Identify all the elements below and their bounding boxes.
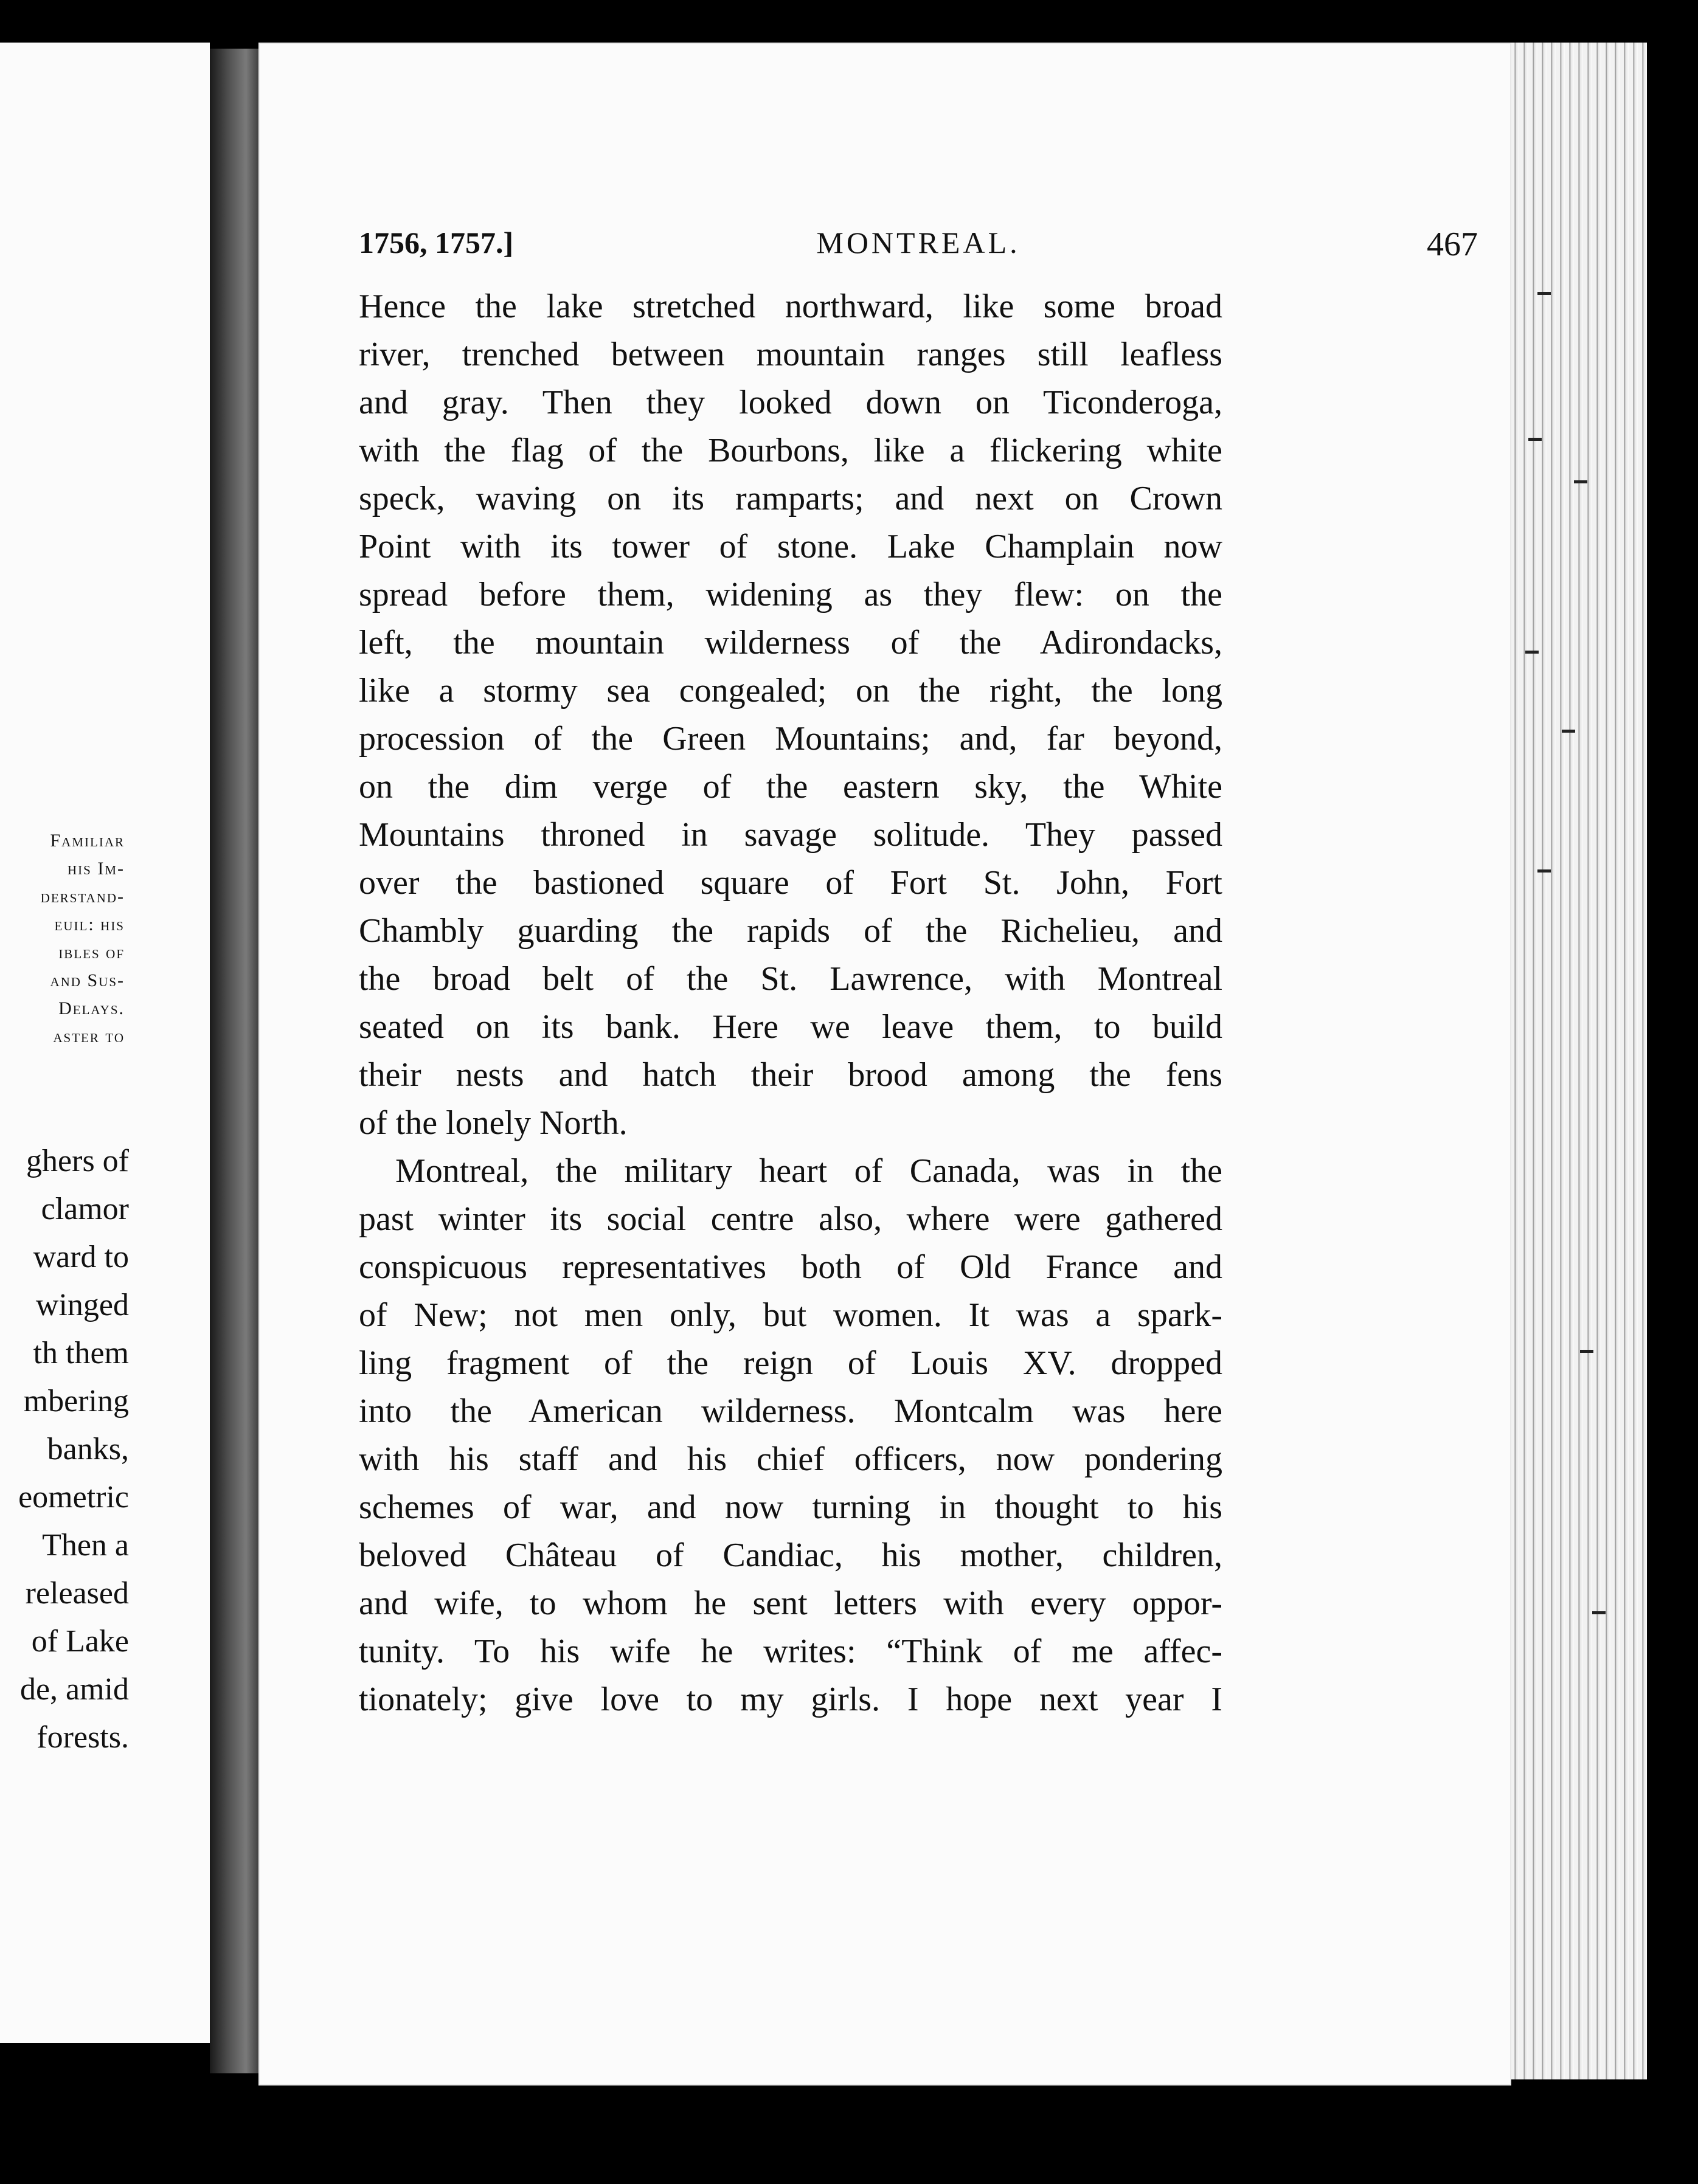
left-page-text-fragment	[0, 1137, 129, 1761]
text-line: over the bastioned square of Fort St. John, Fort	[359, 864, 1222, 902]
edge-mark	[1537, 869, 1551, 873]
book-page	[258, 43, 1511, 2086]
text-line: Montreal, the military heart of Canada, was in the	[395, 1152, 1222, 1190]
text-line: with his staff and his chief officers, now pondering	[359, 1440, 1222, 1478]
edge-mark	[1592, 1611, 1606, 1614]
page-fore-edge	[1501, 43, 1647, 2079]
text-line: of New; not men only, but women. It was a spark-	[359, 1296, 1222, 1334]
edge-mark	[1574, 480, 1587, 483]
fragment-line: winged	[35, 1288, 129, 1322]
page-body-text	[359, 283, 1222, 1724]
fragment-line: ghers of	[26, 1144, 129, 1178]
text-line: ling fragment of the reign of Louis XV. dropped	[359, 1344, 1222, 1382]
edge-mark	[1528, 438, 1542, 441]
left-facing-page	[0, 43, 210, 2043]
running-head-title: MONTREAL.	[816, 226, 1021, 260]
fragment-line: of Lake	[31, 1624, 129, 1659]
text-line: spread before them, widening as they flew: on the	[359, 576, 1222, 613]
text-line: with the flag of the Bourbons, like a flickering white	[359, 432, 1222, 469]
text-line: left, the mountain wilderness of the Adirondacks,	[359, 624, 1222, 662]
text-line: like a stormy sea congealed; on the right, the long	[359, 672, 1222, 710]
running-head-years: 1756, 1757.]	[359, 226, 514, 260]
text-line: of the lonely North.	[359, 1104, 628, 1142]
sidenote-line: euil: his	[54, 914, 125, 935]
page-number: 467	[1427, 226, 1478, 263]
fragment-line: released	[25, 1576, 129, 1611]
sidenote-line: his Im-	[68, 859, 125, 879]
text-line: Chambly guarding the rapids of the Richelieu, and	[359, 912, 1222, 950]
text-line: beloved Château of Candiac, his mother, children,	[359, 1536, 1222, 1574]
fragment-line: forests.	[36, 1720, 129, 1755]
text-line: schemes of war, and now turning in thought to his	[359, 1488, 1222, 1526]
fragment-line: clamor	[41, 1192, 129, 1226]
sidenote-line: derstand-	[40, 886, 125, 907]
paragraph	[359, 1147, 1222, 1724]
text-line: on the dim verge of the eastern sky, the White	[359, 768, 1222, 806]
text-line: speck, waving on its ramparts; and next on Crown	[359, 480, 1222, 517]
fragment-line: Then a	[42, 1528, 129, 1563]
text-line: Mountains throned in savage solitude. They passed	[359, 816, 1222, 854]
text-line: procession of the Green Mountains; and, far beyond,	[359, 720, 1222, 758]
fragment-line: de, amid	[19, 1672, 129, 1707]
text-line: tionately; give love to my girls. I hope next year I	[359, 1681, 1222, 1718]
left-page-sidenote	[0, 827, 125, 1051]
paragraph	[359, 283, 1222, 1147]
fragment-line: banks,	[47, 1432, 129, 1467]
fragment-line: eometric	[18, 1480, 129, 1515]
edge-mark	[1537, 292, 1551, 295]
fragment-line: th them	[33, 1336, 129, 1370]
sidenote-line: Delays.	[58, 998, 125, 1018]
edge-mark	[1525, 651, 1539, 654]
text-line: Hence the lake stretched northward, like some broad	[359, 288, 1222, 325]
fragment-line: ward to	[33, 1240, 129, 1274]
text-line: into the American wilderness. Montcalm was here	[359, 1392, 1222, 1430]
sidenote-line: aster to	[53, 1026, 125, 1046]
sidenote-line: and Sus-	[50, 970, 125, 990]
text-line: and gray. Then they looked down on Ticonderoga,	[359, 384, 1222, 421]
fragment-line: mbering	[23, 1384, 129, 1419]
text-line: and wife, to whom he sent letters with every oppor-	[359, 1584, 1222, 1622]
text-line: tunity. To his wife he writes: “Think of me affec-	[359, 1633, 1222, 1670]
scan-artifact	[514, 0, 516, 24]
running-head	[359, 225, 1478, 268]
text-line: Point with its tower of stone. Lake Champlain now	[359, 528, 1222, 565]
text-line: river, trenched between mountain ranges still leafless	[359, 336, 1222, 373]
text-line: conspicuous representatives both of Old France and	[359, 1248, 1222, 1286]
edge-mark	[1562, 730, 1575, 733]
book-gutter	[210, 49, 262, 2073]
text-line: their nests and hatch their brood among the fens	[359, 1056, 1222, 1094]
sidenote-line: Familiar	[50, 831, 125, 851]
edge-mark	[1580, 1350, 1593, 1353]
text-line: seated on its bank. Here we leave them, to build	[359, 1008, 1222, 1046]
text-line: the broad belt of the St. Lawrence, with Montreal	[359, 960, 1222, 998]
sidenote-line: ibles of	[58, 942, 125, 962]
text-line: past winter its social centre also, where were gathered	[359, 1200, 1222, 1238]
